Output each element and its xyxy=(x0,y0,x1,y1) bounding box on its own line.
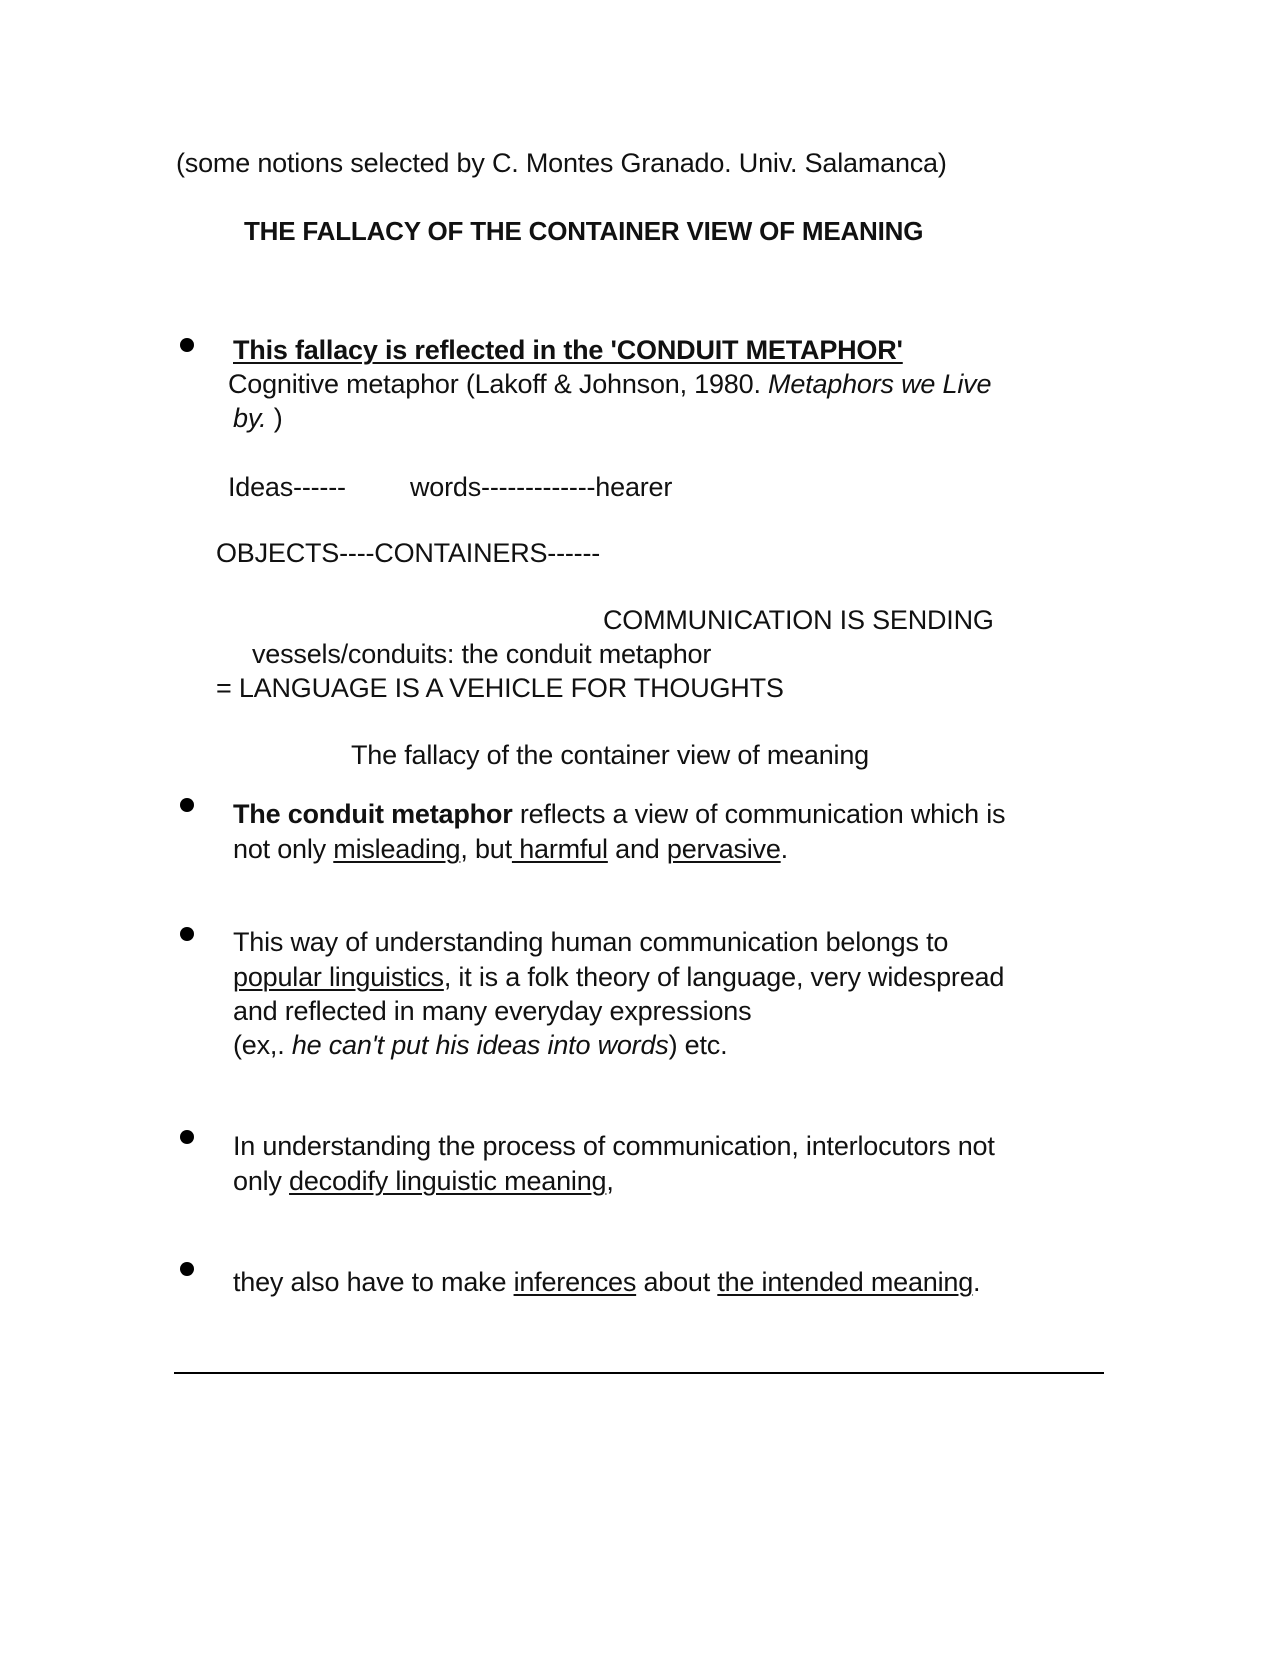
conduit-metaphor-heading xyxy=(233,333,933,367)
bullet2-text4: and xyxy=(607,834,667,864)
intended-meaning-term: the intended meaning xyxy=(717,1267,974,1297)
bullet2-line1 xyxy=(233,797,1005,831)
book-title-continuation-line xyxy=(233,401,283,435)
bullet3-line1-text: This way of understanding human communication belongs to xyxy=(233,927,949,957)
bullet3-line4-suffix: ) etc. xyxy=(668,1030,728,1060)
cognitive-metaphor-line xyxy=(228,367,991,401)
bullet5-text3: . xyxy=(973,1267,981,1297)
bullet2-text5: . xyxy=(780,834,788,864)
bullet5-text1: they also have to make xyxy=(233,1267,514,1297)
diagram-words-hearer xyxy=(410,470,672,504)
bullet4-line2 xyxy=(233,1164,614,1198)
diagram-words-hearer-text: words-------------hearer xyxy=(410,472,673,502)
decodify-term: decodify linguistic meaning xyxy=(289,1166,607,1196)
example-expression: he can't put his ideas into words xyxy=(291,1030,669,1060)
book-title-close: ) xyxy=(266,403,283,433)
diagram-objects-containers-text: OBJECTS----CONTAINERS------ xyxy=(216,538,601,568)
page-title xyxy=(244,214,923,248)
diagram-vessels-conduits xyxy=(252,637,711,671)
diagram-language-vehicle xyxy=(216,671,784,705)
diagram-ideas xyxy=(228,470,346,504)
bullet4-line1-text: In understanding the process of communication, interlocutors not xyxy=(233,1131,995,1161)
conduit-metaphor-heading-text: This fallacy is reflected in the 'CONDUIT METAPHOR' xyxy=(233,335,903,365)
attribution-text: (some notions selected by C. Montes Granado. Univ. Salamanca) xyxy=(176,148,947,178)
book-title-part1: Metaphors we Live xyxy=(768,369,992,399)
bullet-icon xyxy=(180,927,194,941)
misleading-term: misleading xyxy=(333,834,461,864)
pervasive-term: pervasive xyxy=(666,834,781,864)
book-title-part2: by. xyxy=(233,403,267,433)
bullet4-line2-prefix: only xyxy=(233,1166,290,1196)
bullet3-line1 xyxy=(233,925,948,959)
diagram-caption-text: The fallacy of the container view of meaning xyxy=(351,740,869,770)
bullet2-text1: reflects a view of communication which is xyxy=(512,799,1006,829)
section-divider xyxy=(174,1372,1104,1374)
page-title-text: THE FALLACY OF THE CONTAINER VIEW OF MEANING xyxy=(244,216,924,246)
bullet2-text2: not only xyxy=(233,834,334,864)
harmful-term: harmful xyxy=(511,834,608,864)
bullet3-line4 xyxy=(233,1028,727,1062)
popular-linguistics-term: popular linguistics xyxy=(233,962,444,992)
diagram-ideas-text: Ideas------ xyxy=(228,472,346,502)
bullet3-line3 xyxy=(233,994,751,1028)
diagram-caption xyxy=(351,738,869,772)
attribution-line xyxy=(176,146,947,180)
bullet-icon xyxy=(180,1130,194,1144)
diagram-language-text: = LANGUAGE IS A VEHICLE FOR THOUGHTS xyxy=(216,673,784,703)
bullet2-text3: , but xyxy=(460,834,512,864)
bullet5-line1 xyxy=(233,1265,980,1299)
bullet4-line1 xyxy=(233,1129,995,1163)
diagram-objects-containers xyxy=(216,536,600,570)
bullet-icon xyxy=(180,1262,194,1276)
bullet3-line2-rest: , it is a folk theory of language, very widespread xyxy=(443,962,1005,992)
diagram-vessels-text: vessels/conduits: the conduit metaphor xyxy=(252,639,712,669)
diagram-communication-is-sending xyxy=(603,603,994,637)
bullet4-line2-suffix: , xyxy=(606,1166,614,1196)
bullet5-text2: about xyxy=(636,1267,718,1297)
bullet3-line2 xyxy=(233,960,1004,994)
bullet3-line3-text: and reflected in many everyday expressions xyxy=(233,996,752,1026)
conduit-metaphor-term: The conduit metaphor xyxy=(233,799,513,829)
diagram-communication-text: COMMUNICATION IS SENDING xyxy=(603,605,994,635)
bullet-icon xyxy=(180,798,194,812)
cognitive-metaphor-prefix: Cognitive metaphor (Lakoff & Johnson, 1980. xyxy=(228,369,769,399)
bullet3-line4-prefix: (ex,. xyxy=(233,1030,292,1060)
inferences-term: inferences xyxy=(513,1267,637,1297)
bullet2-line2 xyxy=(233,832,788,866)
bullet-icon xyxy=(180,338,194,352)
